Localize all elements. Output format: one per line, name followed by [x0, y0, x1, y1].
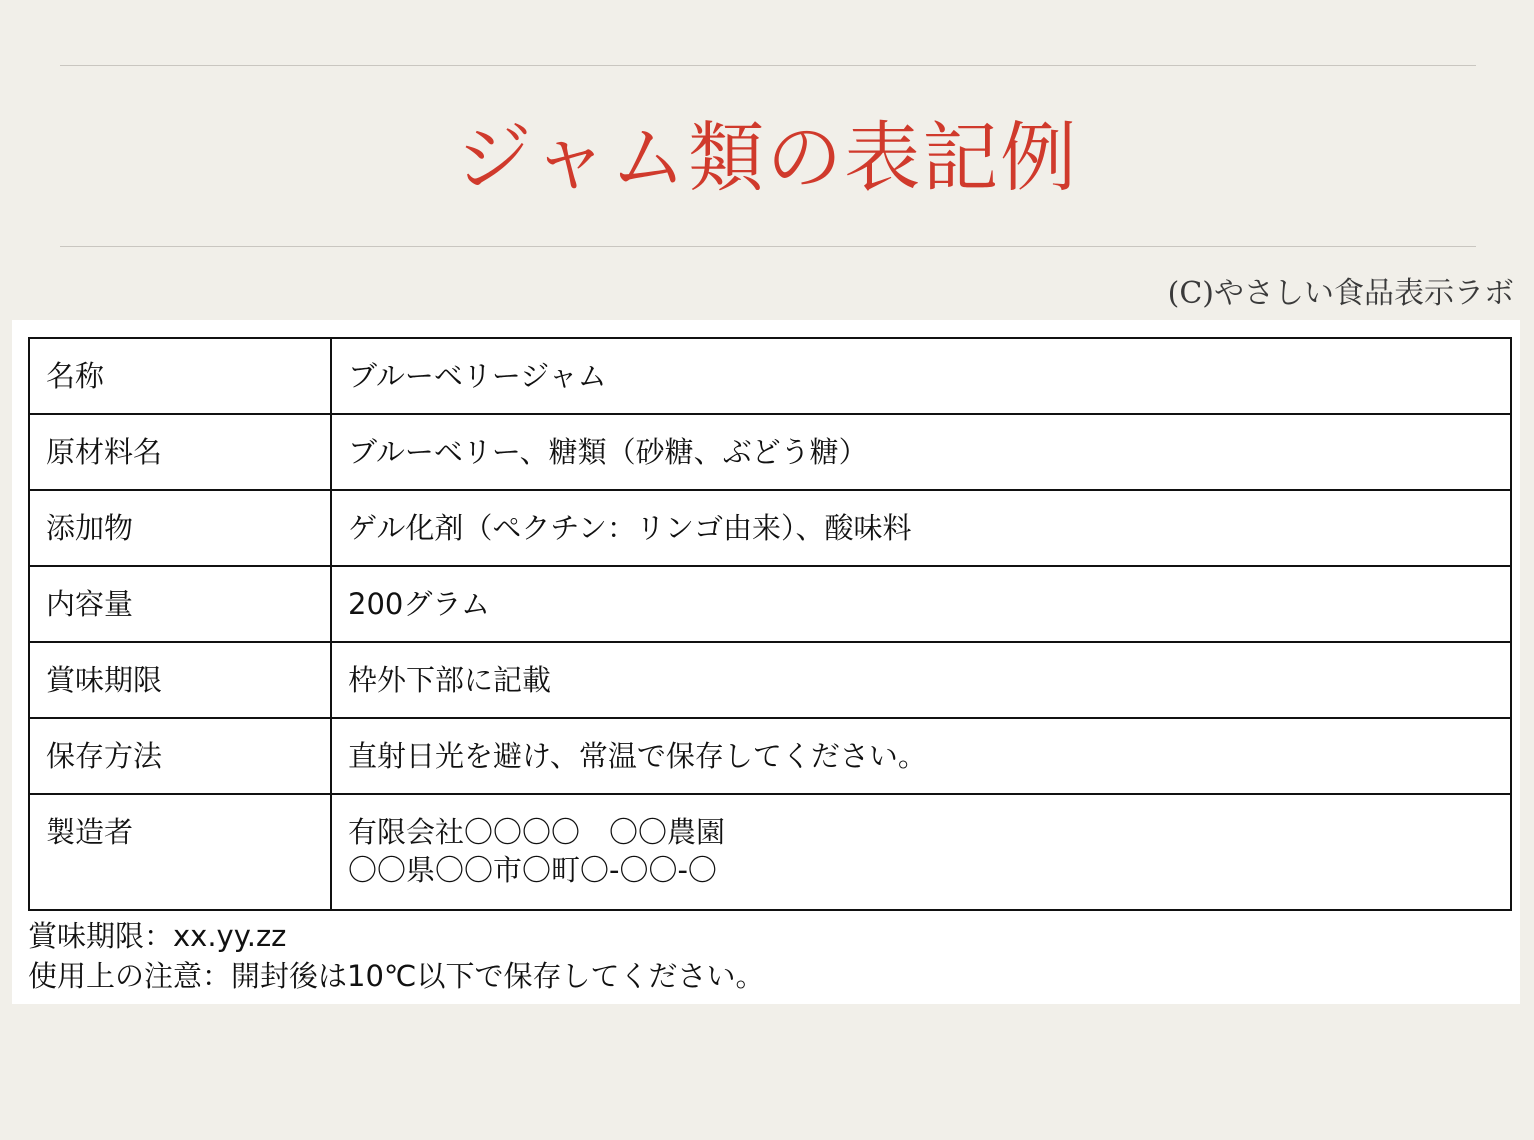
table-row — [29, 338, 1511, 414]
manufacturer-name: 有限会社〇〇〇〇 〇〇農園 — [348, 815, 726, 849]
food-label-table — [28, 337, 1512, 911]
caution-note: 使用上の注意：開封後は10℃以下で保存してください。 — [28, 959, 765, 993]
row-value: ブルーベリー、糖類（砂糖、ぶどう糖） — [331, 414, 1511, 490]
bottom-divider — [60, 246, 1476, 247]
row-key: 保存方法 — [29, 718, 331, 794]
row-key: 原材料名 — [29, 414, 331, 490]
table-row — [29, 642, 1511, 718]
table-row — [29, 566, 1511, 642]
top-divider — [60, 65, 1476, 66]
page-title: ジャム類の表記例 — [455, 113, 1079, 202]
row-value: ゲル化剤（ペクチン：リンゴ由来）、酸味料 — [331, 490, 1511, 566]
row-value — [331, 794, 1511, 910]
table-row — [29, 718, 1511, 794]
table-row — [29, 414, 1511, 490]
row-key: 名称 — [29, 338, 331, 414]
row-key: 製造者 — [29, 794, 331, 910]
label-sheet — [12, 320, 1520, 1004]
copyright-text: (C)やさしい食品表示ラボ — [1167, 276, 1514, 311]
row-key: 内容量 — [29, 566, 331, 642]
row-value: 直射日光を避け、常温で保存してください。 — [331, 718, 1511, 794]
expiry-note: 賞味期限：xx.yy.zz — [28, 919, 287, 953]
row-value: 枠外下部に記載 — [331, 642, 1511, 718]
row-value: 200グラム — [331, 566, 1511, 642]
row-key: 賞味期限 — [29, 642, 331, 718]
label-notes — [28, 916, 764, 996]
table-row — [29, 490, 1511, 566]
manufacturer-address: 〇〇県〇〇市〇町〇-〇〇-〇 — [348, 853, 717, 887]
row-key: 添加物 — [29, 490, 331, 566]
row-value: ブルーベリージャム — [331, 338, 1511, 414]
table-row — [29, 794, 1511, 910]
